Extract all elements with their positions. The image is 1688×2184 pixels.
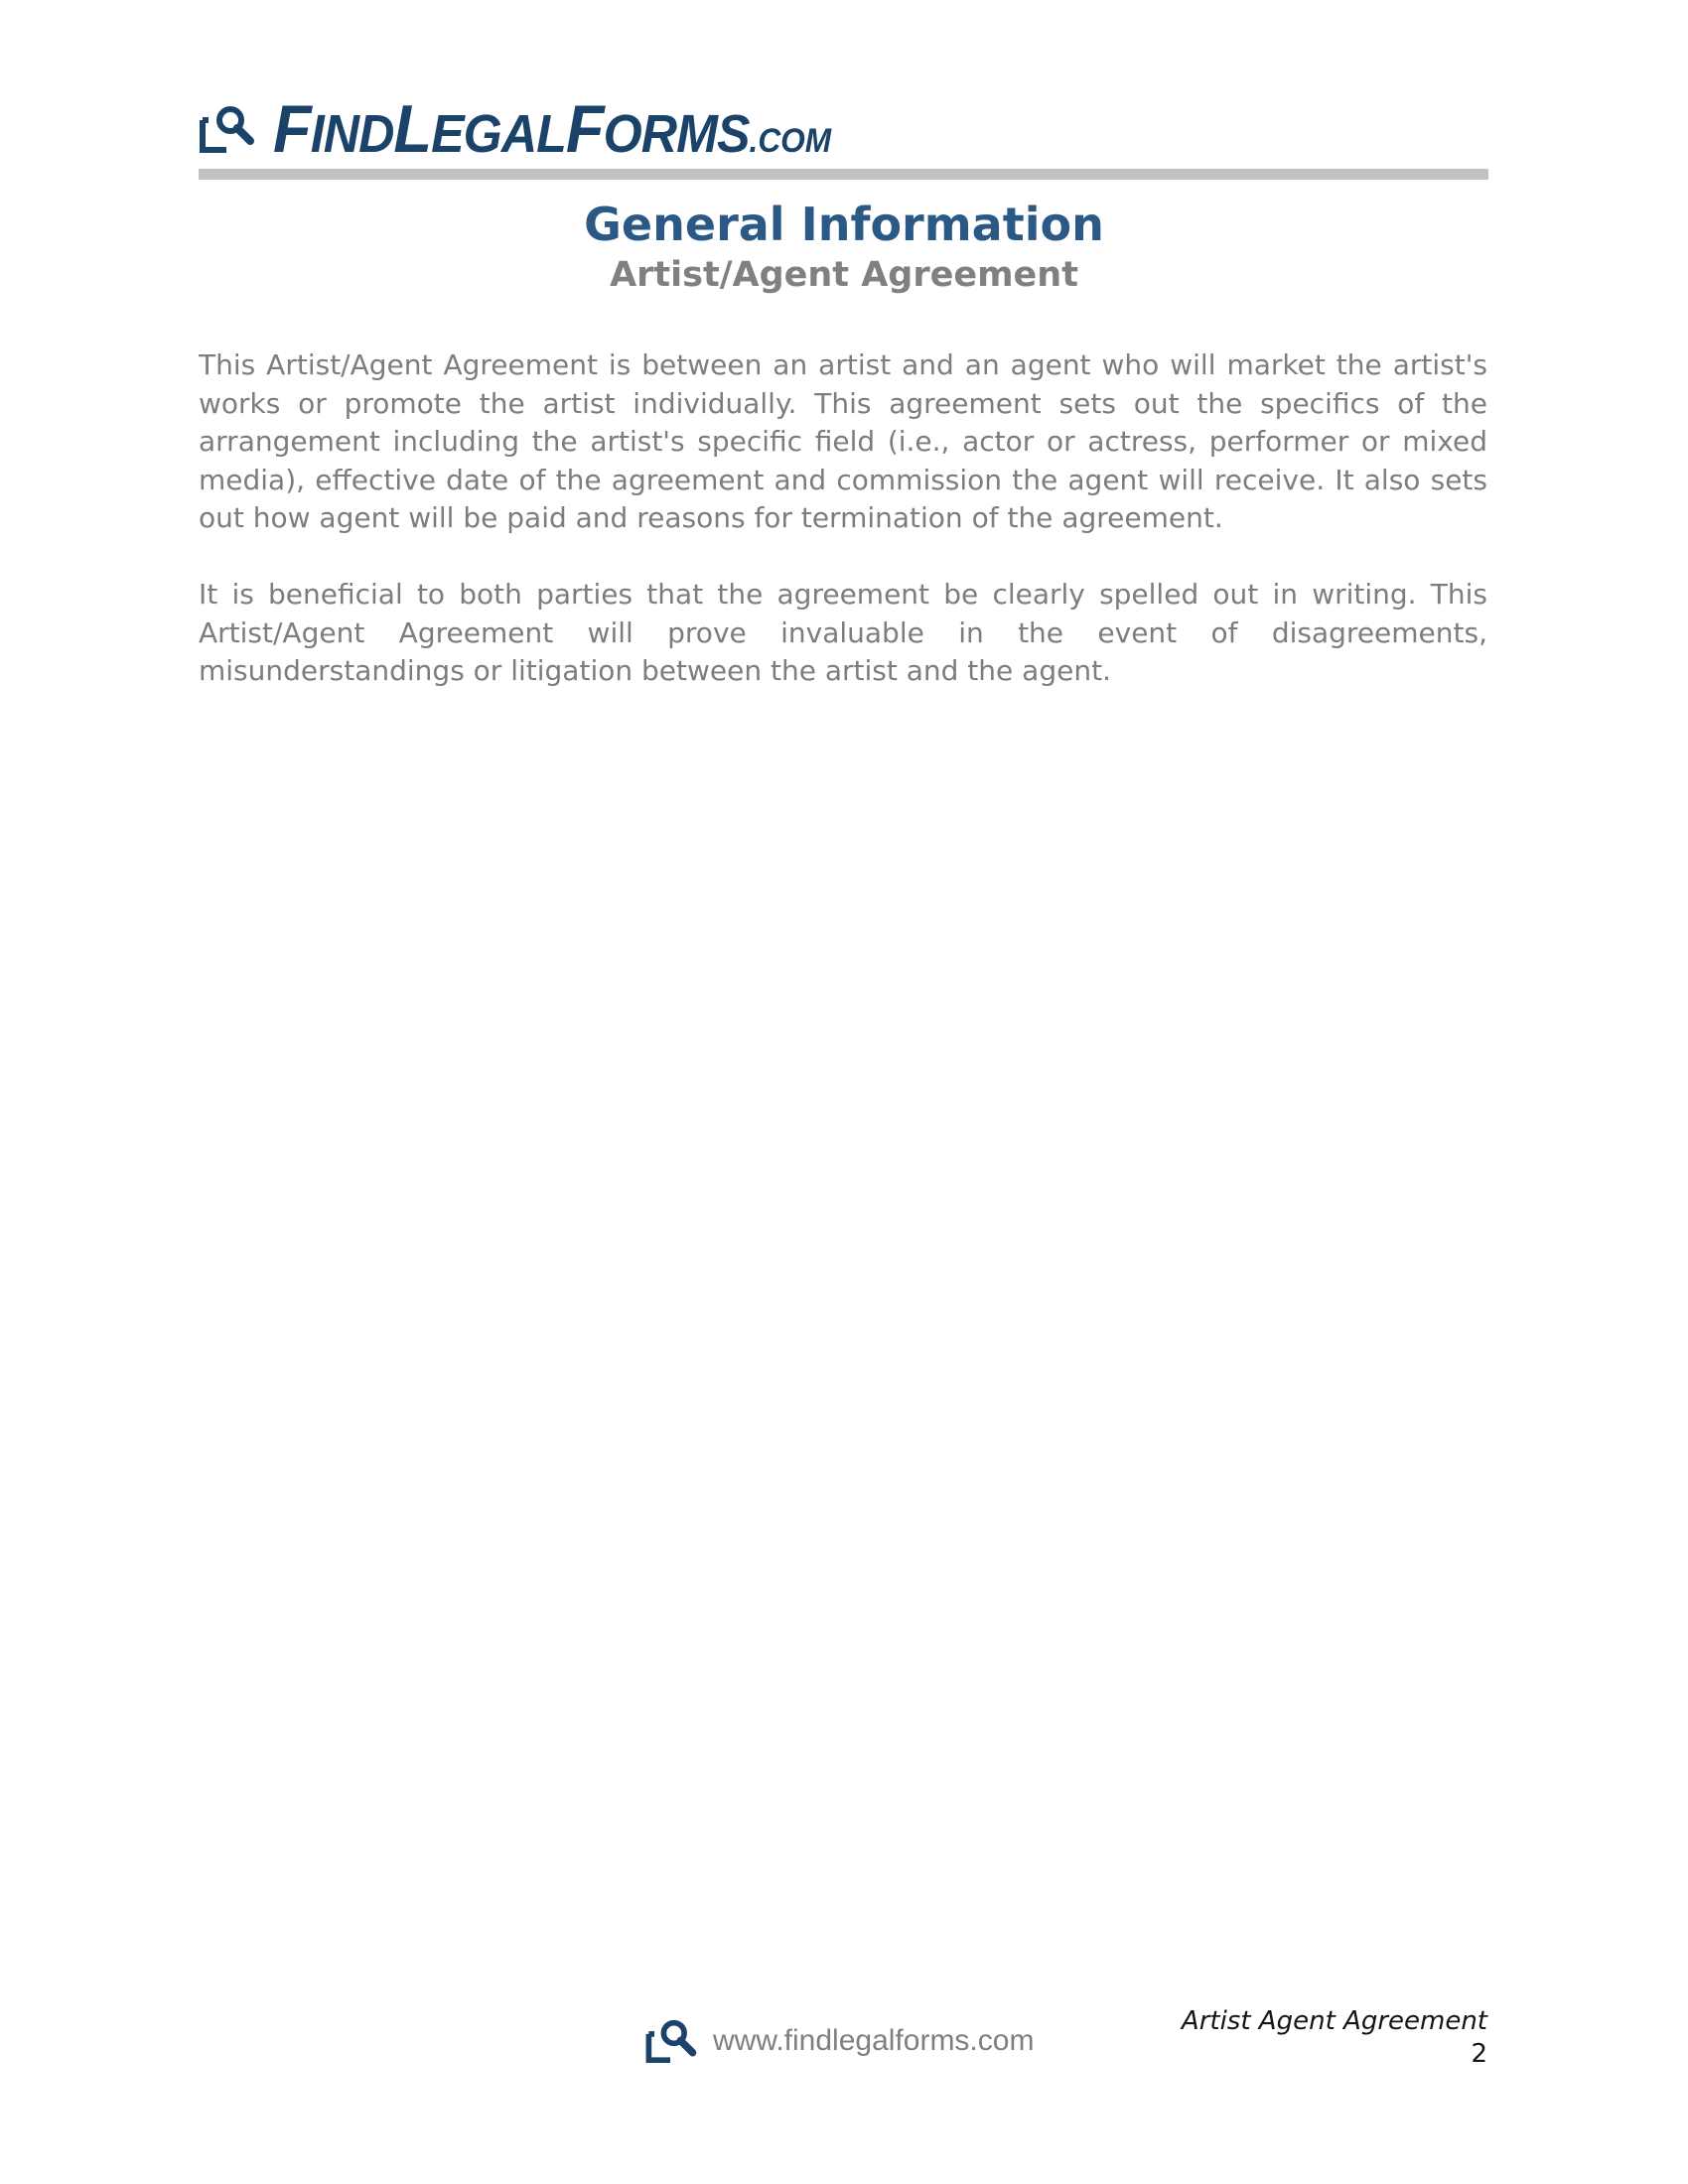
magnifier-document-icon (643, 2017, 697, 2064)
page-subtitle: Artist/Agent Agreement (610, 255, 1078, 295)
logo-letter: L (393, 91, 432, 167)
header-divider (199, 169, 1488, 180)
footer-document-info (1092, 2005, 1487, 2071)
page-number: 2 (1471, 2039, 1487, 2069)
document-body (199, 346, 1487, 729)
logo-wordmark (273, 91, 832, 178)
paragraph: This Artist/Agent Agreement is between an artist and an agent who will market the artist's works or promote the artist individually. This agreement sets out the specifics of the arrangement including the artist's specific field (i.e., actor or actress, performer or mixed media), effective date of the agreement and commission the agent will receive. It also sets out how agent will be paid and reasons for termination of the agreement. (199, 348, 1487, 534)
page-title: General Information (584, 198, 1104, 251)
magnifier-document-icon (199, 104, 254, 154)
logo-letters: ORMS (603, 104, 750, 164)
paragraph: It is beneficial to both parties that the agreement be clearly spelled out in writing. This Artist/Agent Agreement will prove invaluable in the event of disagreements, misunderstandings or litigation between the artist and the agent. (199, 578, 1487, 687)
logo-letter: F (565, 91, 604, 167)
logo-letters: EGAL (431, 104, 566, 164)
logo-letter: F (273, 91, 311, 167)
footer-document-title: Artist Agent Agreement (1181, 2006, 1487, 2036)
logo-letters: IND (310, 104, 394, 164)
footer-website-url: www.findlegalforms.com (713, 2024, 1035, 2057)
logo-tld: .COM (749, 122, 832, 160)
